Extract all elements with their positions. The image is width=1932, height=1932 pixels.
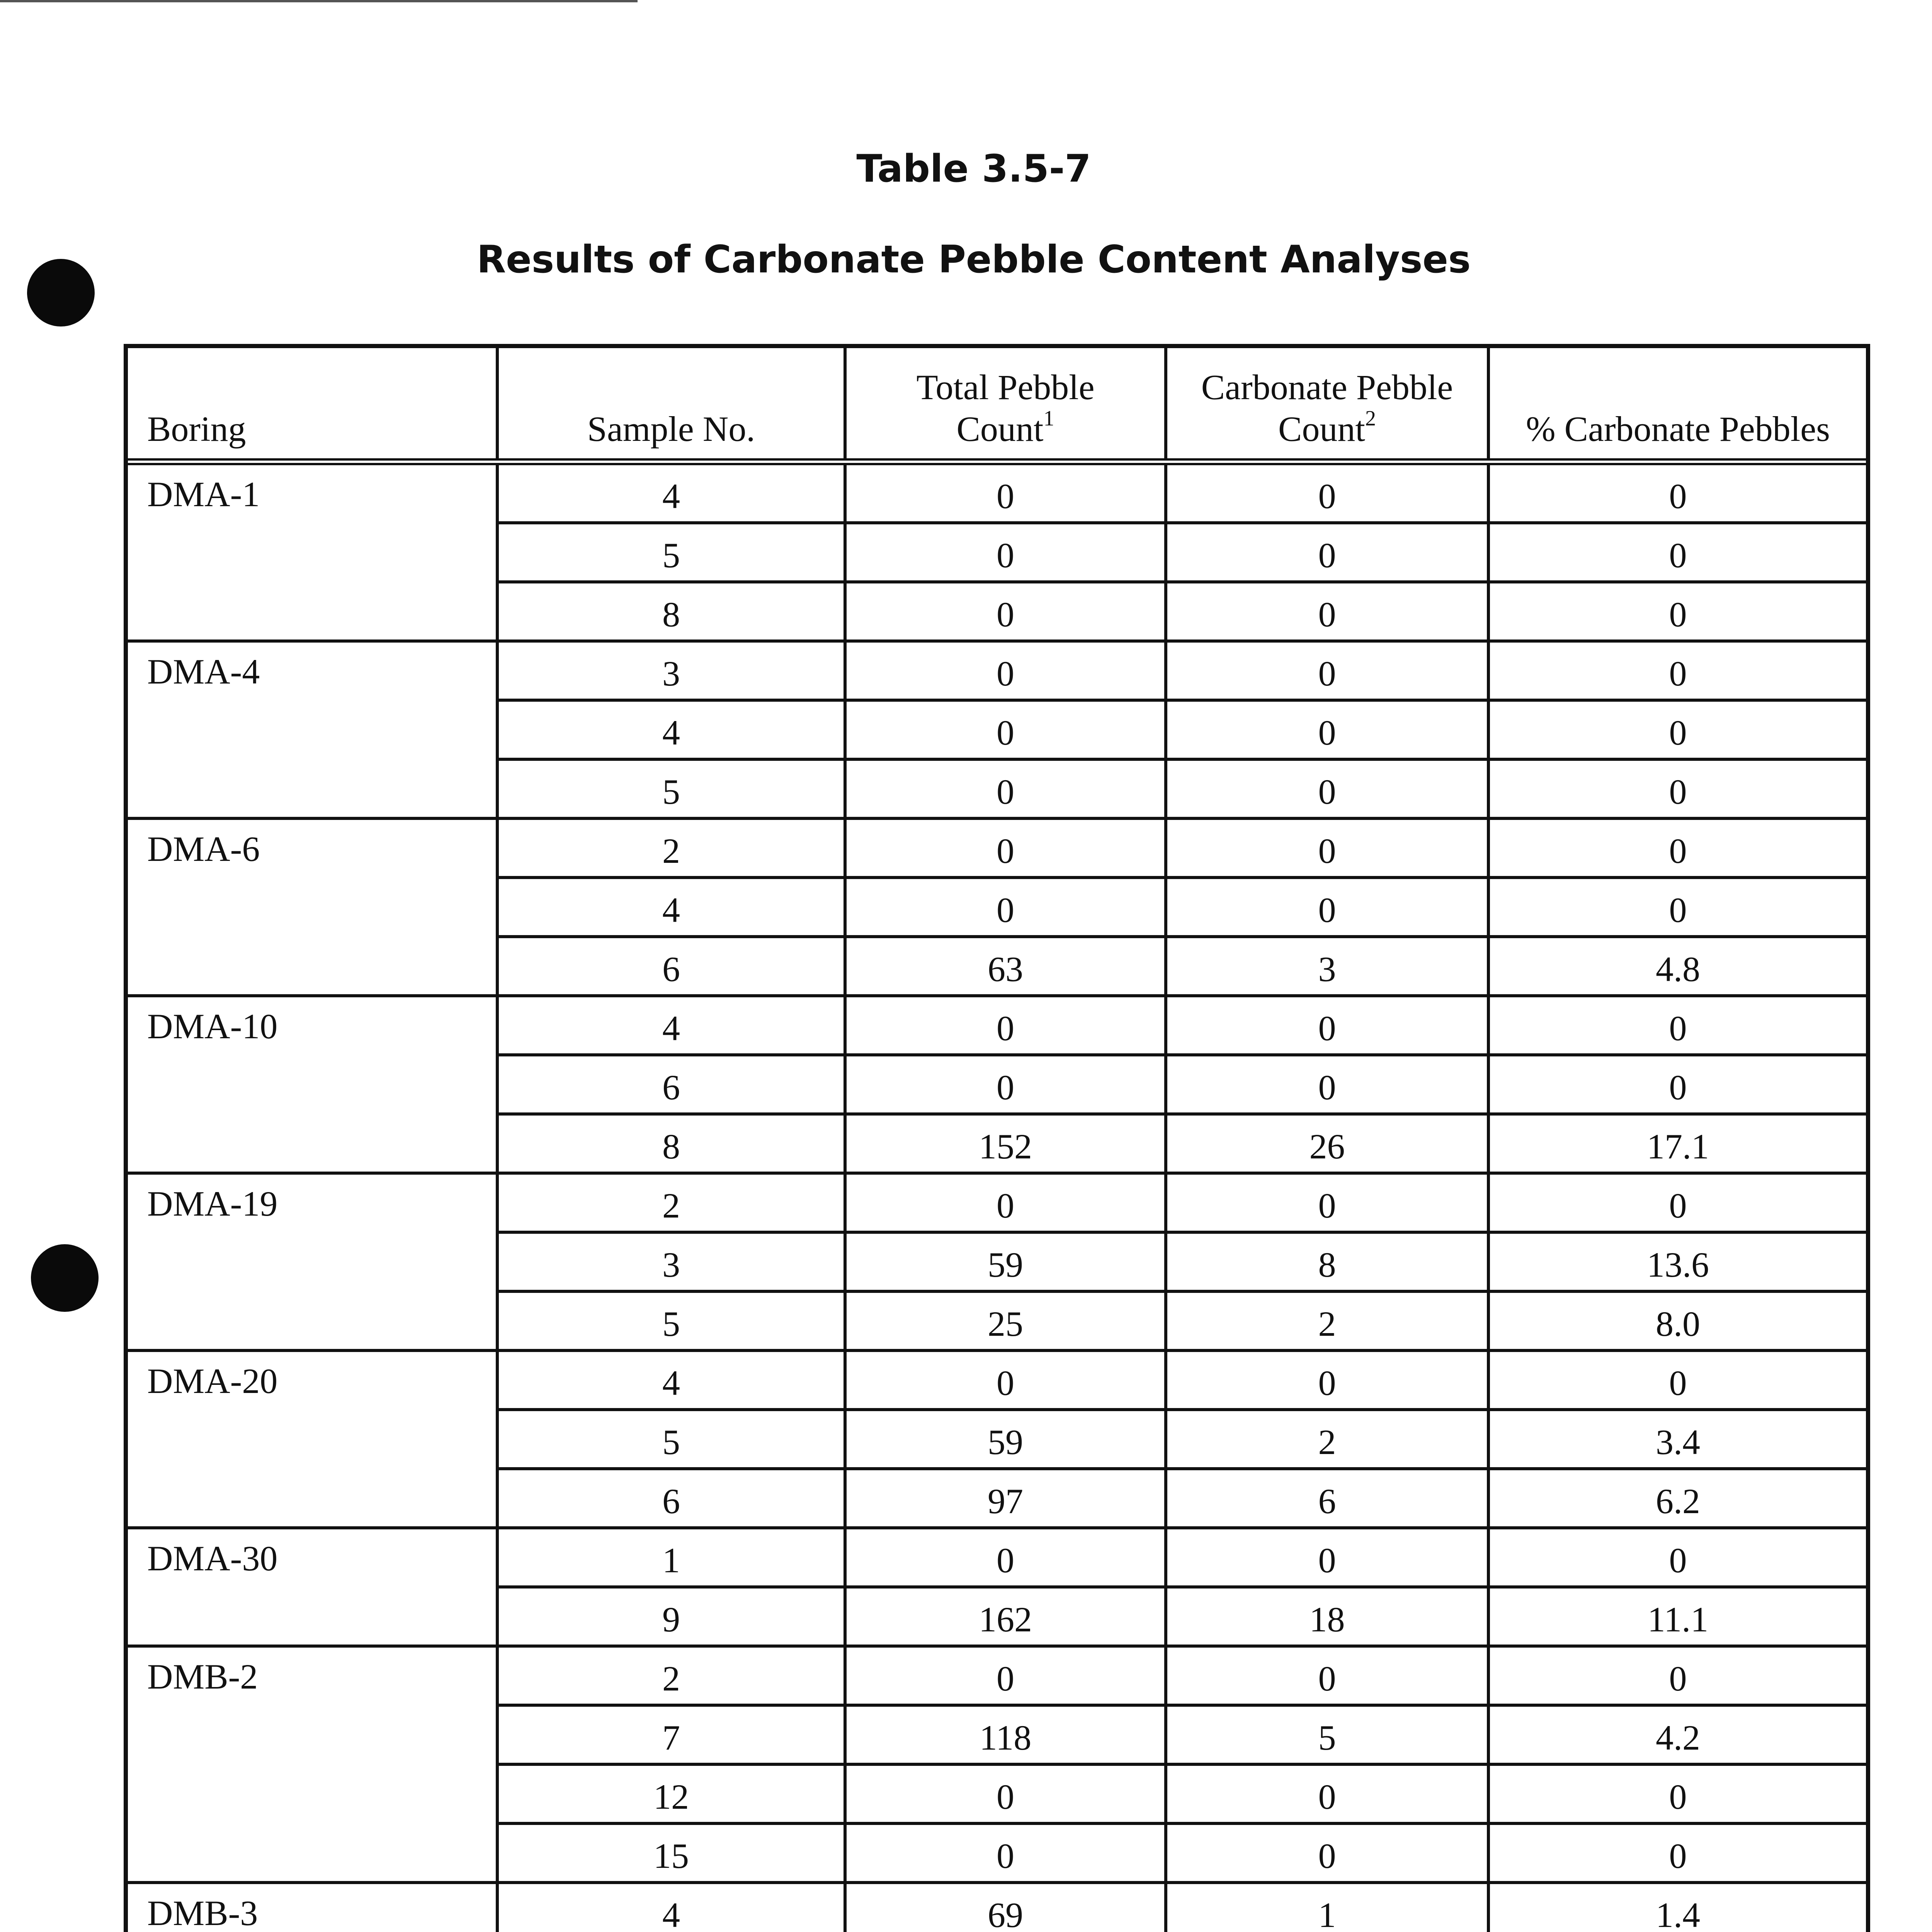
header-sample-no: Sample No. (499, 348, 847, 458)
sample-rows (499, 1529, 1866, 1645)
header-carbonate-pebble-count (1167, 348, 1490, 458)
cell-total-count: 0 (847, 1056, 1167, 1112)
sample-rows (499, 1352, 1866, 1526)
table-row (499, 997, 1866, 1056)
cell-total-count: 0 (847, 1648, 1167, 1704)
header-total-pebble-count (847, 348, 1167, 458)
table-row (499, 820, 1866, 879)
table-subtitle: Results of Carbonate Pebble Content Analyses (476, 238, 1471, 282)
cell-sample-no: 4 (499, 465, 847, 521)
cell-pct-carbonate: 0 (1669, 1186, 1687, 1225)
cell-total-count: 0 (847, 1766, 1167, 1822)
table-row (499, 1588, 1866, 1645)
header-pct-carbonate: % Carbonate Pebbles (1526, 409, 1830, 449)
boring-group (128, 820, 1866, 997)
boring-name: DMA-19 (128, 1175, 499, 1349)
cell-total-count: 0 (847, 465, 1167, 521)
cell-total-count: 162 (847, 1588, 1167, 1645)
table-row (499, 524, 1866, 583)
cell-total-count: 0 (847, 643, 1167, 699)
top-edge-line (0, 0, 638, 2)
cell-pct-carbonate: 0 (1669, 1068, 1687, 1107)
cell-total-count: 59 (847, 1411, 1167, 1467)
cell-carbonate-count: 0 (1167, 583, 1490, 639)
sample-rows (499, 997, 1866, 1172)
cell-total-count: 0 (847, 702, 1167, 758)
table-row (499, 465, 1866, 524)
cell-total-count: 69 (847, 1884, 1167, 1932)
cell-pct-carbonate: 4.8 (1656, 949, 1700, 989)
boring-name: DMA-10 (128, 997, 499, 1172)
cell-total-count: 0 (847, 1529, 1167, 1585)
table-row (499, 1884, 1866, 1932)
cell-pct-carbonate: 0 (1669, 772, 1687, 811)
table-row (499, 1648, 1866, 1707)
cell-sample-no: 6 (499, 1470, 847, 1526)
sample-rows (499, 820, 1866, 994)
cell-sample-no: 2 (499, 1648, 847, 1704)
header-carb-line2: Count (1278, 409, 1365, 449)
table-row (499, 1707, 1866, 1766)
table-row (499, 1293, 1866, 1349)
results-table (124, 344, 1870, 1932)
cell-total-count: 152 (847, 1116, 1167, 1172)
table-row (499, 1825, 1866, 1881)
cell-total-count: 0 (847, 524, 1167, 580)
cell-carbonate-count: 0 (1167, 997, 1490, 1053)
cell-carbonate-count: 8 (1167, 1234, 1490, 1290)
cell-sample-no: 4 (499, 997, 847, 1053)
boring-group (128, 997, 1866, 1175)
header-carb-line1: Carbonate Pebble (1201, 367, 1453, 407)
table-title: Table 3.5-7 (856, 147, 1091, 191)
cell-carbonate-count: 0 (1167, 643, 1490, 699)
cell-carbonate-count: 0 (1167, 1352, 1490, 1408)
table-row (499, 1411, 1866, 1470)
cell-sample-no: 3 (499, 1234, 847, 1290)
table-row (499, 643, 1866, 702)
cell-carbonate-count: 26 (1167, 1116, 1490, 1172)
table-row (499, 1234, 1866, 1293)
sample-rows (499, 643, 1866, 817)
boring-name: DMB-2 (128, 1648, 499, 1881)
table-row (499, 1352, 1866, 1411)
cell-sample-no: 5 (499, 761, 847, 817)
sample-rows (499, 1884, 1866, 1932)
cell-total-count: 59 (847, 1234, 1167, 1290)
cell-carbonate-count: 0 (1167, 1766, 1490, 1822)
cell-sample-no: 15 (499, 1825, 847, 1881)
cell-total-count: 0 (847, 1175, 1167, 1231)
boring-group (128, 1529, 1866, 1648)
boring-group (128, 1352, 1866, 1529)
cell-carbonate-count: 0 (1167, 1825, 1490, 1881)
boring-name: DMA-20 (128, 1352, 499, 1526)
table-row (499, 1470, 1866, 1526)
table-row (499, 761, 1866, 817)
cell-pct-carbonate: 0 (1669, 1009, 1687, 1048)
cell-sample-no: 4 (499, 879, 847, 935)
cell-sample-no: 4 (499, 1352, 847, 1408)
binder-hole-middle (31, 1244, 99, 1312)
cell-pct-carbonate: 6.2 (1656, 1481, 1700, 1521)
cell-sample-no: 6 (499, 938, 847, 994)
header-total-line1: Total Pebble (916, 367, 1095, 407)
boring-group (128, 1648, 1866, 1884)
cell-carbonate-count: 0 (1167, 820, 1490, 876)
footnote-mark-1: 1 (1043, 406, 1054, 430)
cell-total-count: 97 (847, 1470, 1167, 1526)
cell-carbonate-count: 6 (1167, 1470, 1490, 1526)
cell-sample-no: 12 (499, 1766, 847, 1822)
boring-group (128, 1884, 1866, 1932)
cell-pct-carbonate: 0 (1669, 476, 1687, 516)
cell-pct-carbonate: 4.2 (1656, 1718, 1700, 1757)
table-row (499, 879, 1866, 938)
table-body (128, 465, 1866, 1932)
cell-pct-carbonate: 1.4 (1656, 1895, 1700, 1932)
table-row (499, 938, 1866, 994)
sample-rows (499, 465, 1866, 639)
boring-group (128, 465, 1866, 643)
cell-pct-carbonate: 0 (1669, 713, 1687, 752)
cell-sample-no: 4 (499, 1884, 847, 1932)
boring-name: DMA-4 (128, 643, 499, 817)
cell-pct-carbonate: 13.6 (1647, 1245, 1709, 1284)
cell-total-count: 0 (847, 879, 1167, 935)
cell-sample-no: 7 (499, 1707, 847, 1763)
header-boring: Boring (128, 348, 499, 458)
cell-sample-no: 3 (499, 643, 847, 699)
cell-sample-no: 8 (499, 583, 847, 639)
header-total-line2: Count (956, 409, 1044, 449)
cell-carbonate-count: 0 (1167, 1175, 1490, 1231)
cell-carbonate-count: 1 (1167, 1884, 1490, 1932)
cell-pct-carbonate: 0 (1669, 595, 1687, 634)
cell-sample-no: 5 (499, 1293, 847, 1349)
cell-sample-no: 2 (499, 820, 847, 876)
table-row (499, 1175, 1866, 1234)
cell-total-count: 0 (847, 1352, 1167, 1408)
cell-pct-carbonate: 0 (1669, 654, 1687, 693)
table-row (499, 702, 1866, 761)
cell-total-count: 0 (847, 583, 1167, 639)
cell-sample-no: 2 (499, 1175, 847, 1231)
cell-sample-no: 5 (499, 1411, 847, 1467)
cell-carbonate-count: 0 (1167, 1648, 1490, 1704)
boring-name: DMA-1 (128, 465, 499, 639)
boring-group (128, 643, 1866, 820)
cell-sample-no: 9 (499, 1588, 847, 1645)
cell-carbonate-count: 2 (1167, 1411, 1490, 1467)
cell-carbonate-count: 3 (1167, 938, 1490, 994)
cell-carbonate-count: 0 (1167, 879, 1490, 935)
cell-carbonate-count: 5 (1167, 1707, 1490, 1763)
cell-total-count: 0 (847, 997, 1167, 1053)
cell-sample-no: 6 (499, 1056, 847, 1112)
cell-total-count: 63 (847, 938, 1167, 994)
table-header-row (128, 348, 1866, 465)
cell-carbonate-count: 0 (1167, 524, 1490, 580)
cell-pct-carbonate: 0 (1669, 1777, 1687, 1816)
cell-total-count: 25 (847, 1293, 1167, 1349)
cell-pct-carbonate: 0 (1669, 1836, 1687, 1876)
table-row (499, 583, 1866, 639)
cell-pct-carbonate: 0 (1669, 1659, 1687, 1698)
table-row (499, 1056, 1866, 1116)
cell-carbonate-count: 0 (1167, 1529, 1490, 1585)
cell-pct-carbonate: 8.0 (1656, 1304, 1700, 1344)
cell-carbonate-count: 0 (1167, 465, 1490, 521)
cell-pct-carbonate: 0 (1669, 536, 1687, 575)
cell-sample-no: 4 (499, 702, 847, 758)
sample-rows (499, 1175, 1866, 1349)
table-row (499, 1116, 1866, 1172)
cell-pct-carbonate: 0 (1669, 1363, 1687, 1403)
cell-total-count: 0 (847, 820, 1167, 876)
cell-sample-no: 8 (499, 1116, 847, 1172)
cell-total-count: 0 (847, 1825, 1167, 1881)
boring-name: DMA-30 (128, 1529, 499, 1645)
cell-pct-carbonate: 11.1 (1647, 1600, 1709, 1639)
cell-pct-carbonate: 0 (1669, 1541, 1687, 1580)
footnote-mark-2: 2 (1365, 406, 1376, 430)
sample-rows (499, 1648, 1866, 1881)
cell-sample-no: 5 (499, 524, 847, 580)
cell-total-count: 0 (847, 761, 1167, 817)
cell-carbonate-count: 18 (1167, 1588, 1490, 1645)
cell-pct-carbonate: 17.1 (1647, 1127, 1709, 1166)
cell-carbonate-count: 2 (1167, 1293, 1490, 1349)
cell-pct-carbonate: 3.4 (1656, 1422, 1700, 1462)
table-row (499, 1529, 1866, 1588)
boring-group (128, 1175, 1866, 1352)
cell-carbonate-count: 0 (1167, 1056, 1490, 1112)
cell-sample-no: 1 (499, 1529, 847, 1585)
cell-carbonate-count: 0 (1167, 702, 1490, 758)
boring-name: DMB-3 (128, 1884, 499, 1932)
cell-carbonate-count: 0 (1167, 761, 1490, 817)
cell-pct-carbonate: 0 (1669, 890, 1687, 930)
cell-total-count: 118 (847, 1707, 1167, 1763)
boring-name: DMA-6 (128, 820, 499, 994)
cell-pct-carbonate: 0 (1669, 831, 1687, 871)
table-row (499, 1766, 1866, 1825)
